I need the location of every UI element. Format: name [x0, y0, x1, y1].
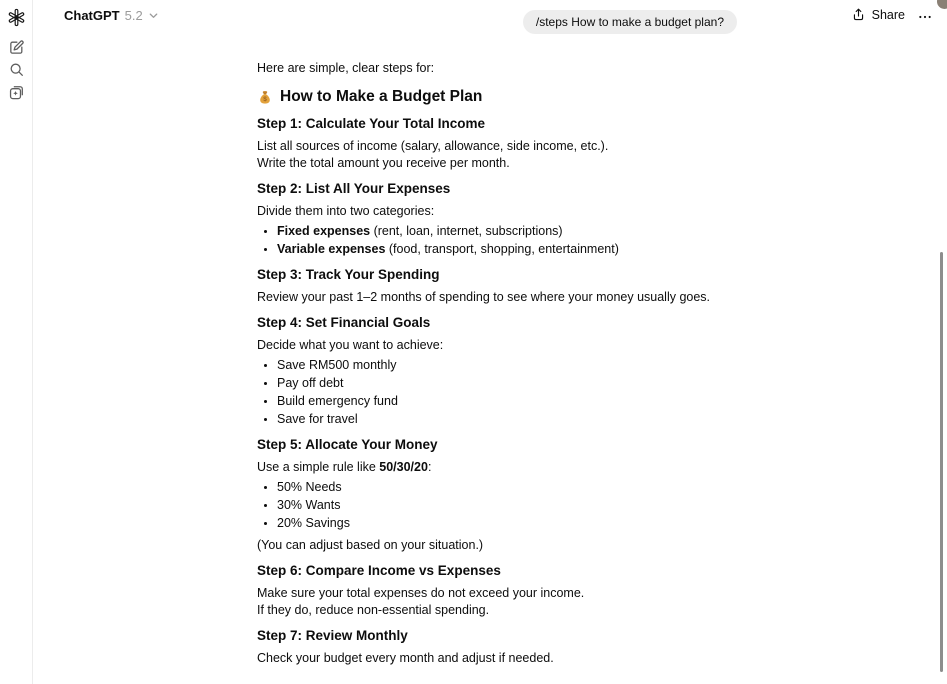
- list-item: Fixed expenses (rent, loan, internet, subscriptions): [257, 223, 739, 240]
- money-bag-emoji: [257, 89, 273, 105]
- svg-text:$: $: [263, 96, 267, 104]
- step-heading: Step 6: Compare Income vs Expenses: [257, 563, 501, 578]
- step-paragraph: If they do, reduce non-essential spending.: [257, 603, 490, 617]
- bullet-list: [257, 479, 739, 532]
- list-item: 50% Needs: [257, 479, 739, 496]
- step-paragraph: Check your budget every month and adjust if needed.: [257, 651, 554, 665]
- step-heading: Step 5: Allocate Your Money: [257, 437, 438, 452]
- step-heading: Step 4: Set Financial Goals: [257, 315, 431, 330]
- step-paragraph: Review your past 1–2 months of spending to see where your money usually goes.: [257, 290, 711, 304]
- bullet-list: [257, 357, 739, 428]
- step-heading: Step 2: List All Your Expenses: [257, 181, 451, 196]
- list-item: Pay off debt: [257, 375, 739, 392]
- assistant-message: [257, 54, 739, 667]
- scrollbar-thumb[interactable]: [940, 252, 943, 672]
- user-message-bubble: [523, 10, 737, 34]
- sidebar: [0, 0, 33, 684]
- more-options-icon[interactable]: [917, 9, 933, 25]
- step-paragraph: Write the total amount you receive per month.: [257, 156, 510, 170]
- share-label: Share: [871, 7, 905, 22]
- search-icon[interactable]: [8, 61, 25, 78]
- message-title-text: How to Make a Budget Plan: [280, 88, 483, 105]
- step-paragraph: Use a simple rule like 50/30/20:: [257, 460, 432, 474]
- new-chat-icon[interactable]: [8, 39, 25, 56]
- account-avatar[interactable]: [937, 0, 947, 9]
- step-paragraph: Decide what you want to achieve:: [257, 338, 444, 352]
- step-note: (You can adjust based on your situation.): [257, 538, 484, 552]
- share-upload-icon: [851, 7, 866, 22]
- list-item: Save for travel: [257, 411, 739, 428]
- list-item: 30% Wants: [257, 497, 739, 514]
- step-heading: Step 3: Track Your Spending: [257, 267, 440, 282]
- list-item: Save RM500 monthly: [257, 357, 739, 374]
- chevron-down-icon: [148, 10, 159, 21]
- user-message-text: /steps How to make a budget plan?: [535, 15, 724, 29]
- openai-logo[interactable]: [7, 8, 26, 27]
- model-version: 5.2: [124, 8, 143, 23]
- message-title: [257, 87, 739, 107]
- share-button[interactable]: [851, 7, 905, 22]
- step-heading: Step 7: Review Monthly: [257, 628, 408, 643]
- app-name: ChatGPT: [64, 8, 120, 23]
- list-item: Variable expenses (food, transport, shopping, entertainment): [257, 241, 739, 258]
- bullet-list: [257, 223, 739, 258]
- assistant-intro: Here are simple, clear steps for:: [257, 61, 435, 75]
- gpts-icon[interactable]: [8, 84, 25, 101]
- list-item: 20% Savings: [257, 515, 739, 532]
- step-paragraph: Make sure your total expenses do not exceed your income.: [257, 586, 585, 600]
- model-selector[interactable]: [64, 8, 159, 23]
- step-heading: Step 1: Calculate Your Total Income: [257, 116, 486, 131]
- step-paragraph: Divide them into two categories:: [257, 204, 435, 218]
- list-item: Build emergency fund: [257, 393, 739, 410]
- step-paragraph: List all sources of income (salary, allowance, side income, etc.).: [257, 139, 609, 153]
